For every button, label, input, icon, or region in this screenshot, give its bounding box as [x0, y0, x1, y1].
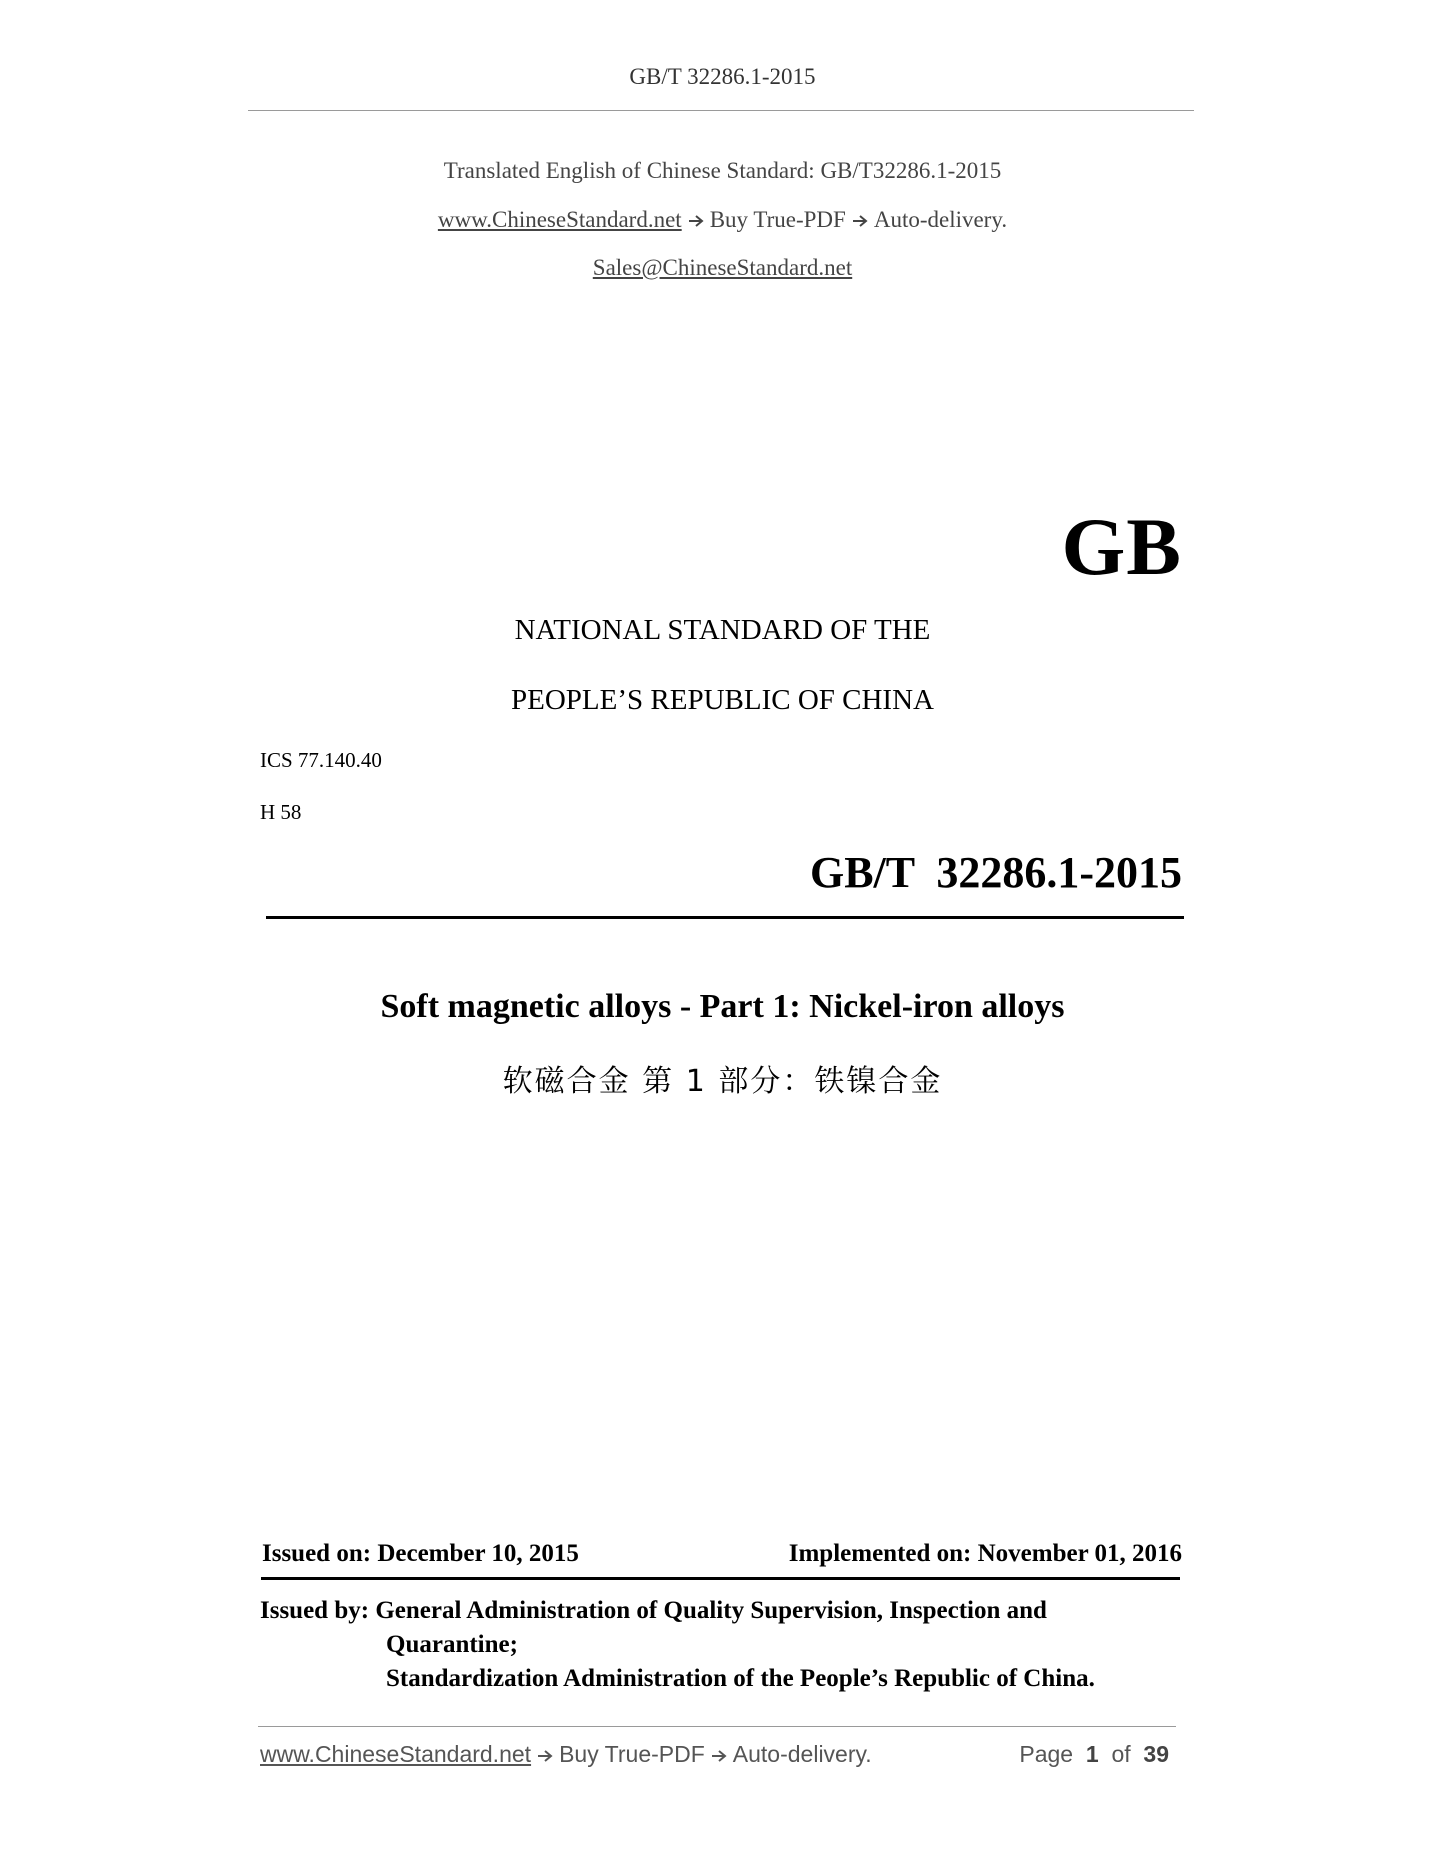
footer-site-link[interactable]: www.ChineseStandard.net — [260, 1741, 532, 1767]
sales-email-link[interactable]: Sales@ChineseStandard.net — [592, 255, 853, 280]
standard-number: GB/T 32286.1-2015 — [809, 848, 1182, 897]
sales-line — [0, 255, 1445, 281]
footer-buy-text: Buy True-PDF — [559, 1741, 705, 1767]
buy-text: Buy True-PDF — [709, 207, 846, 232]
issued-by-label: Issued by: — [260, 1597, 370, 1624]
issued-on-date: Issued on: December 10, 2015 — [262, 1540, 579, 1567]
footer-divider — [258, 1726, 1176, 1727]
ccs-code: H 58 — [260, 800, 302, 824]
translation-notice: Translated English of Chinese Standard: GB/T32286.1-2015 — [443, 158, 1002, 183]
purchase-line — [0, 207, 1445, 233]
arrow-right-icon — [711, 1749, 727, 1763]
header-divider — [248, 110, 1194, 111]
implemented-on-date: Implemented on: November 01, 2016 — [788, 1540, 1182, 1567]
national-standard-line: NATIONAL STANDARD OF THE — [514, 614, 931, 646]
gb-mark: GB — [1061, 501, 1182, 592]
arrow-right-icon — [537, 1749, 553, 1763]
footer-delivery-text: Auto-delivery. — [732, 1741, 872, 1767]
footer-purchase-line — [260, 1741, 872, 1768]
title-english: Soft magnetic alloys - Part 1: Nickel-iron alloys — [380, 988, 1065, 1025]
arrow-right-icon — [852, 214, 868, 228]
ics-code: ICS 77.140.40 — [260, 748, 382, 772]
issuer-line: Standardization Administration of the People’s Republic of China. — [386, 1665, 1095, 1692]
issuance-divider — [261, 1577, 1180, 1580]
running-head: GB/T 32286.1-2015 — [629, 64, 816, 89]
page-indicator — [1019, 1741, 1169, 1768]
issuer-line: Quarantine; — [386, 1631, 518, 1658]
issuer-line: General Administration of Quality Supervision, Inspection and — [375, 1597, 1047, 1624]
issued-by-block — [260, 1594, 1095, 1696]
page-current: 1 — [1085, 1741, 1099, 1767]
site-link[interactable]: www.ChineseStandard.net — [437, 207, 682, 232]
page-label: Page — [1019, 1741, 1074, 1767]
standard-number-rule — [266, 916, 1184, 919]
page-of-label: of — [1111, 1741, 1131, 1767]
country-line: PEOPLE’S REPUBLIC OF CHINA — [511, 684, 934, 716]
arrow-right-icon — [688, 214, 704, 228]
page-total: 39 — [1143, 1741, 1169, 1767]
delivery-text: Auto-delivery. — [873, 207, 1008, 232]
title-chinese: 软磁合金 第 1 部分：铁镍合金 — [502, 1064, 943, 1099]
